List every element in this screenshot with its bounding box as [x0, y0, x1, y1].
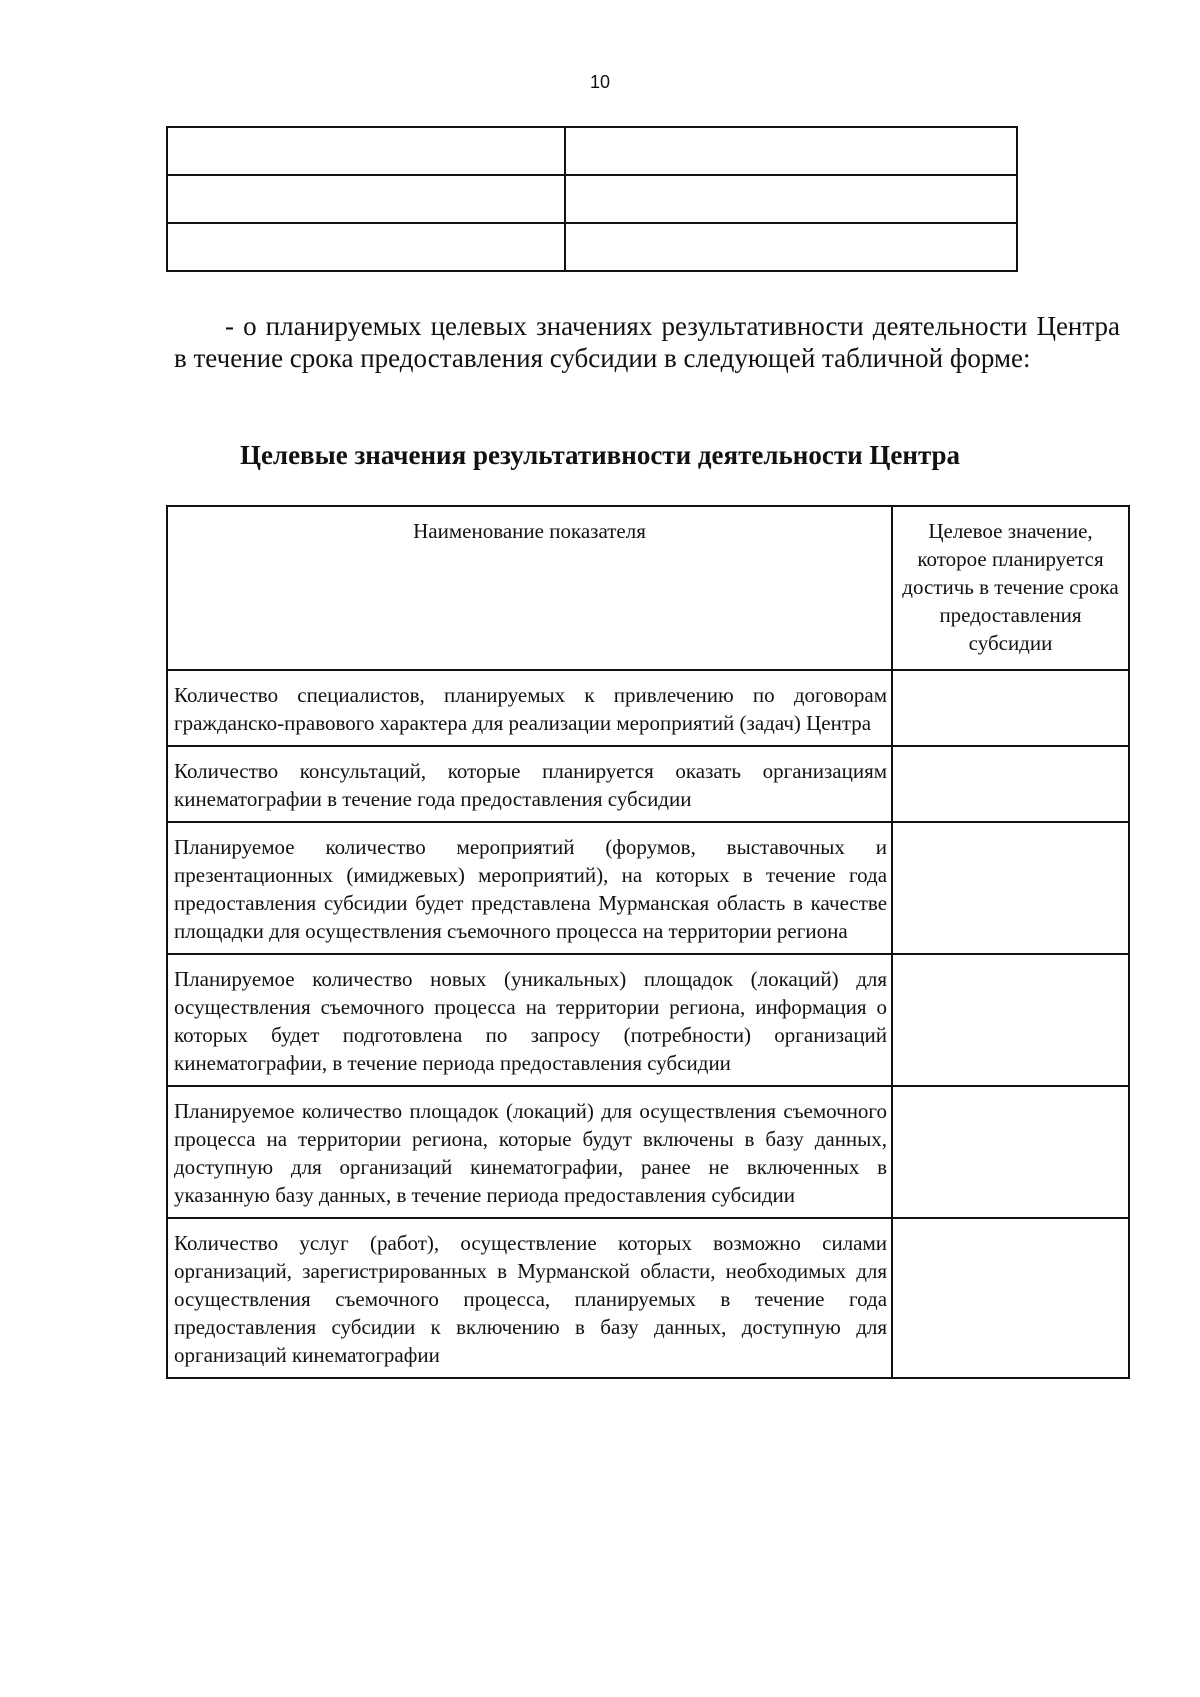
- indicator-value: [892, 954, 1129, 1086]
- column-header-value: Целевое значение, которое планируется достичь в течение срока предоставления субсидии: [892, 506, 1129, 670]
- table-cell: [565, 175, 1017, 223]
- table-cell: [167, 175, 565, 223]
- indicator-name: Количество специалистов, планируемых к привлечению по договорам гражданско-правового характера для реализации мероприятий (задач) Центра: [167, 670, 892, 746]
- indicator-value: [892, 1218, 1129, 1378]
- table-row: [167, 954, 1129, 1086]
- table-header-row: [167, 506, 1129, 670]
- table-row: [167, 670, 1129, 746]
- table-title: Целевые значения результативности деятельности Центра: [239, 440, 961, 470]
- page-number: 10: [589, 72, 611, 92]
- indicator-value: [892, 1086, 1129, 1218]
- indicator-name: Количество консультаций, которые планируется оказать организациям кинематографии в течение года предоставления субсидии: [167, 746, 892, 822]
- indicator-value: [892, 822, 1129, 954]
- body-paragraph: - о планируемых целевых значениях результативности деятельности Центра в течение срока предоставления субсидии в следующей табличной форме:: [174, 311, 1120, 373]
- indicator-name: Количество услуг (работ), осуществление которых возможно силами организаций, зарегистрированных в Мурманской области, необходимых для осуществления съемочного процесса, планируемых в течение года предоставления субсидии к включению в базу данных, доступную для организаций кинематографии: [167, 1218, 892, 1378]
- table-row: [167, 746, 1129, 822]
- table-cell: [565, 127, 1017, 175]
- table-row: [167, 822, 1129, 954]
- table-row: [167, 1218, 1129, 1378]
- table-cell: [167, 223, 565, 271]
- indicator-value: [892, 746, 1129, 822]
- indicator-name: Планируемое количество площадок (локаций) для осуществления съемочного процесса на территории региона, которые будут включены в базу данных, доступную для организаций кинематографии, ранее не включенных в указанную базу данных, в течение периода предоставления субсидии: [167, 1086, 892, 1218]
- indicator-name: Планируемое количество новых (уникальных) площадок (локаций) для осуществления съемочного процесса на территории региона, информация о которых будет подготовлена по запросу (потребности) организаций кинематографии, в течение периода предоставления субсидии: [167, 954, 892, 1086]
- indicator-value: [892, 670, 1129, 746]
- column-header-name: Наименование показателя: [167, 506, 892, 670]
- table-cell: [565, 223, 1017, 271]
- indicator-name: Планируемое количество мероприятий (форумов, выставочных и презентационных (имиджевых) мероприятий), на которых в течение года предоставления субсидии будет представлена Мурманская область в качестве площадки для осуществления съемочного процесса на территории региона: [167, 822, 892, 954]
- table-row: [167, 175, 1017, 223]
- table-cell: [167, 127, 565, 175]
- empty-table: [166, 126, 1018, 272]
- table-row: [167, 1086, 1129, 1218]
- indicators-table: [166, 505, 1130, 1379]
- table-row: [167, 223, 1017, 271]
- table-row: [167, 127, 1017, 175]
